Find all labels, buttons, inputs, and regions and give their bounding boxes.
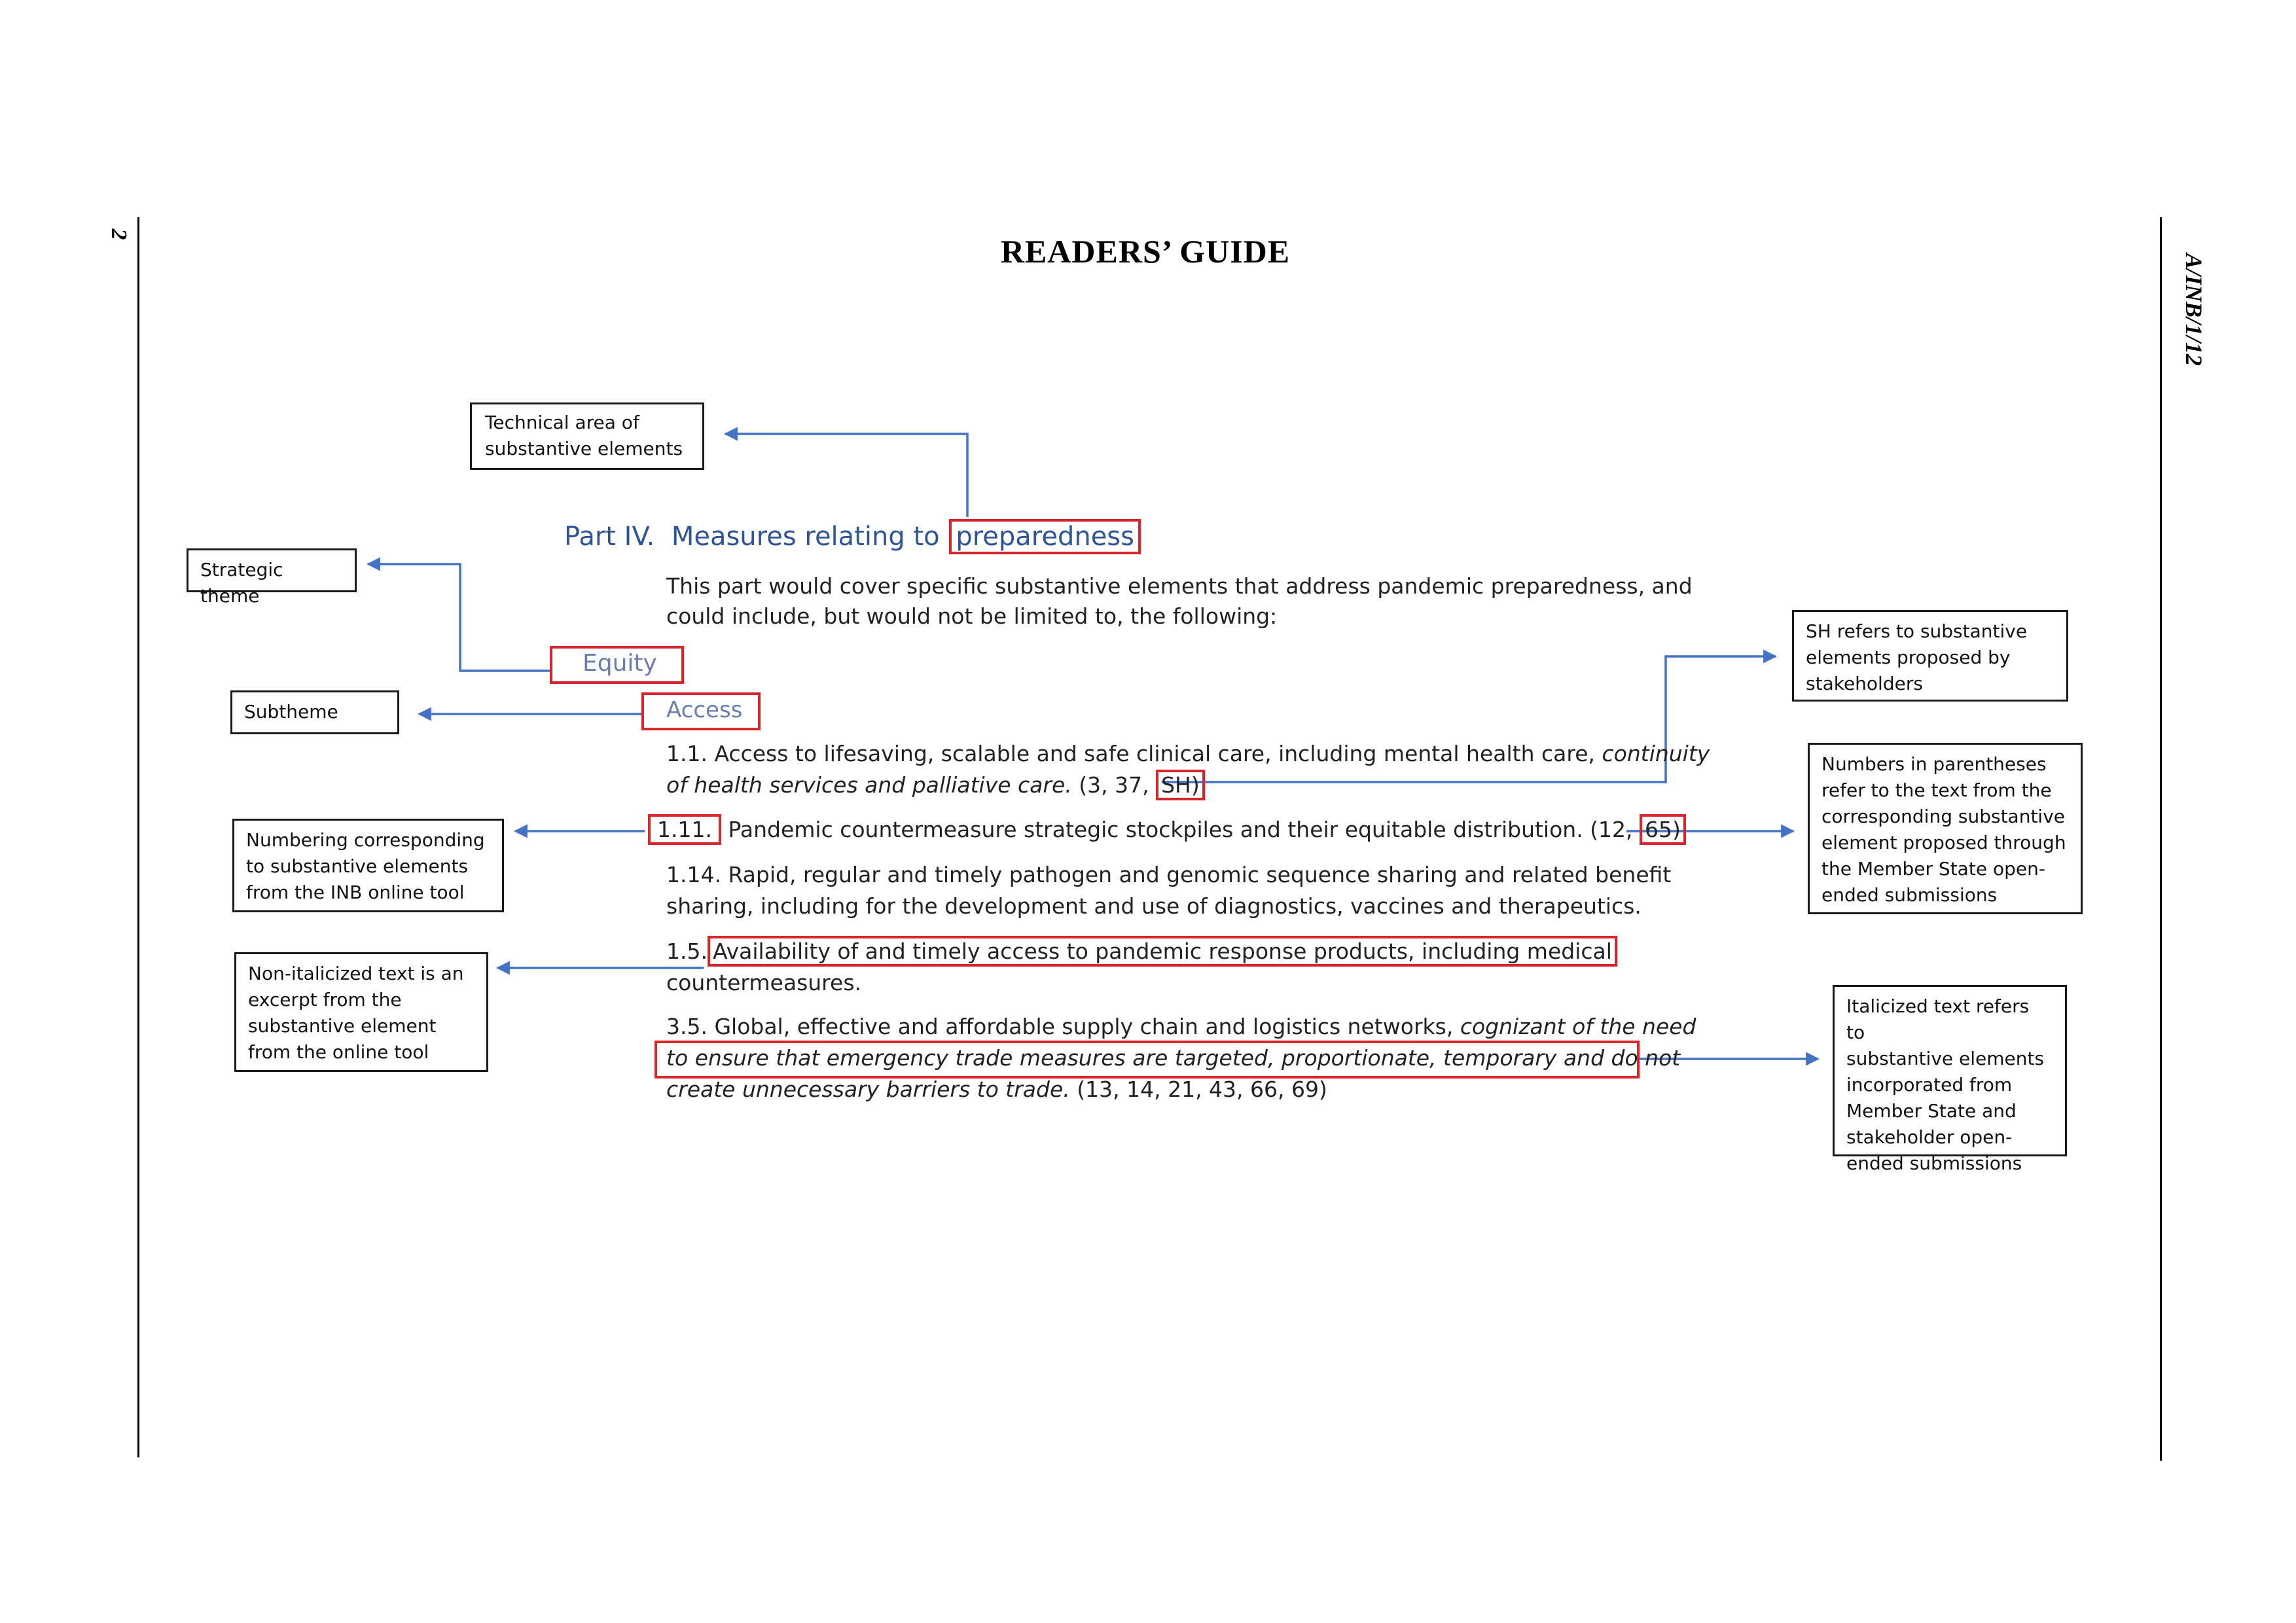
label-numbers-line-6: ended submissions [1821,884,1998,906]
item-1-5-number: 1.5. [666,938,708,964]
label-italicized-line-1: Italicized text refers to [1846,995,2030,1043]
label-subtheme [230,690,399,734]
item-1-11-ref: 65) [1640,814,1686,845]
label-numbers-line-4: element proposed through [1821,832,2066,853]
label-non-italicized-line-4: from the online tool [248,1041,429,1063]
label-technical-area-line-2: substantive elements [485,438,683,459]
item-1-14-line-1: 1.14. Rapid, regular and timely pathogen and genomic sequence sharing and related benefit [666,862,1672,887]
label-numbers-line-5: the Member State open- [1821,858,2045,880]
item-3-5-line-1 [666,1011,1696,1043]
item-3-5-italic-3: create unnecessary barriers to trade. [666,1077,1070,1102]
item-1-1-line-2 [666,770,1205,801]
item-1-1-italic-2: of health services and palliative care. [666,772,1072,798]
item-1-1-line-1 [666,738,1710,770]
intro-line-2: could include, but would not be limited to, the following: [666,603,1278,629]
label-non-italicized-line-1: Non-italicized text is an [248,963,464,984]
item-1-1-sh: SH) [1156,770,1205,800]
part-heading-highlight: preparedness [949,519,1141,554]
label-numbering-line-3: from the INB online tool [246,882,465,903]
label-italicized [1833,985,2067,1174]
label-strategic-theme-text: Strategic theme [200,559,283,607]
item-3-5-refs: (13, 14, 21, 43, 66, 69) [1069,1077,1327,1102]
label-strategic-theme [187,548,357,607]
label-sh-refers-line-1: SH refers to substantive [1806,620,2028,642]
item-1-5-line-2: countermeasures. [666,970,861,995]
document-reference: A/INB/1/12 [2181,253,2207,366]
page-number: 2 [107,228,131,240]
label-italicized-line-5: stakeholder open- [1846,1126,2013,1148]
item-3-5-text: 3.5. Global, effective and affordable supply chain and logistics networks, [666,1014,1460,1039]
label-sh-refers-line-2: elements proposed by [1806,647,2011,668]
item-1-1-italic: continuity [1602,741,1710,766]
label-italicized-line-2: substantive elements [1846,1048,2045,1069]
label-non-italicized [234,952,488,1072]
label-italicized-line-3: incorporated from [1846,1074,2013,1096]
arrow-strategic-theme [368,564,550,671]
label-numbers-line-3: corresponding substantive [1821,806,2066,827]
label-sh-refers-line-3: stakeholders [1806,673,1923,694]
label-sh-refers [1792,610,2068,702]
label-numbering [232,819,504,912]
label-non-italicized-line-2: excerpt from the [248,989,402,1010]
item-1-14-line-2: sharing, including for the development and use of diagnostics, vaccines and therapeutics. [666,893,1641,919]
part-heading [564,519,1141,554]
label-technical-area-line-1: Technical area of [485,412,639,433]
label-subtheme-text: Subtheme [244,701,338,722]
label-italicized-line-4: Member State and [1846,1100,2017,1122]
item-1-5-text: Availability of and timely access to pandemic response products, including medical [708,936,1617,967]
label-italicized-line-6: ended submissions [1846,1152,2022,1174]
right-margin-rule [2160,217,2162,1461]
part-heading-prefix: Part IV. Measures relating to [564,522,948,552]
item-1-5-line-1 [666,936,1617,967]
label-numbers-in-parentheses [1808,743,2083,914]
subtheme-access: Access [666,697,743,723]
item-3-5-italic-1: cognizant of the need [1460,1014,1696,1039]
item-3-5-italic-2: to ensure that emergency trade measures are targeted, proportionate, temporary and do not [666,1045,1681,1071]
item-1-11-text: Pandemic countermeasure strategic stockpiles and their equitable distribution. (12, [721,817,1640,842]
label-non-italicized-line-3: substantive element [248,1015,437,1037]
item-1-1-refs: (3, 37, [1071,772,1157,798]
arrow-technical-area [725,434,967,517]
strategic-theme-equity: Equity [583,650,657,677]
item-1-11-number: 1.11. [648,814,721,845]
item-3-5-line-3 [666,1074,1327,1105]
left-margin-rule [137,217,139,1457]
label-numbering-line-1: Numbering corresponding [246,829,485,851]
item-3-5-line-2 [666,1043,1680,1074]
label-numbers-line-1: Numbers in parentheses [1821,753,2047,775]
item-1-11 [648,814,1686,846]
label-numbers-line-2: refer to the text from the [1821,779,2052,801]
item-1-1-text: 1.1. Access to lifesaving, scalable and safe clinical care, including mental health care, [666,741,1602,766]
page-title: READERS’ GUIDE [1000,233,1291,270]
intro-line-1: This part would cover specific substantive elements that address pandemic preparedness, and [666,573,1693,599]
label-numbering-line-2: to substantive elements [246,855,469,877]
label-technical-area [470,402,704,470]
